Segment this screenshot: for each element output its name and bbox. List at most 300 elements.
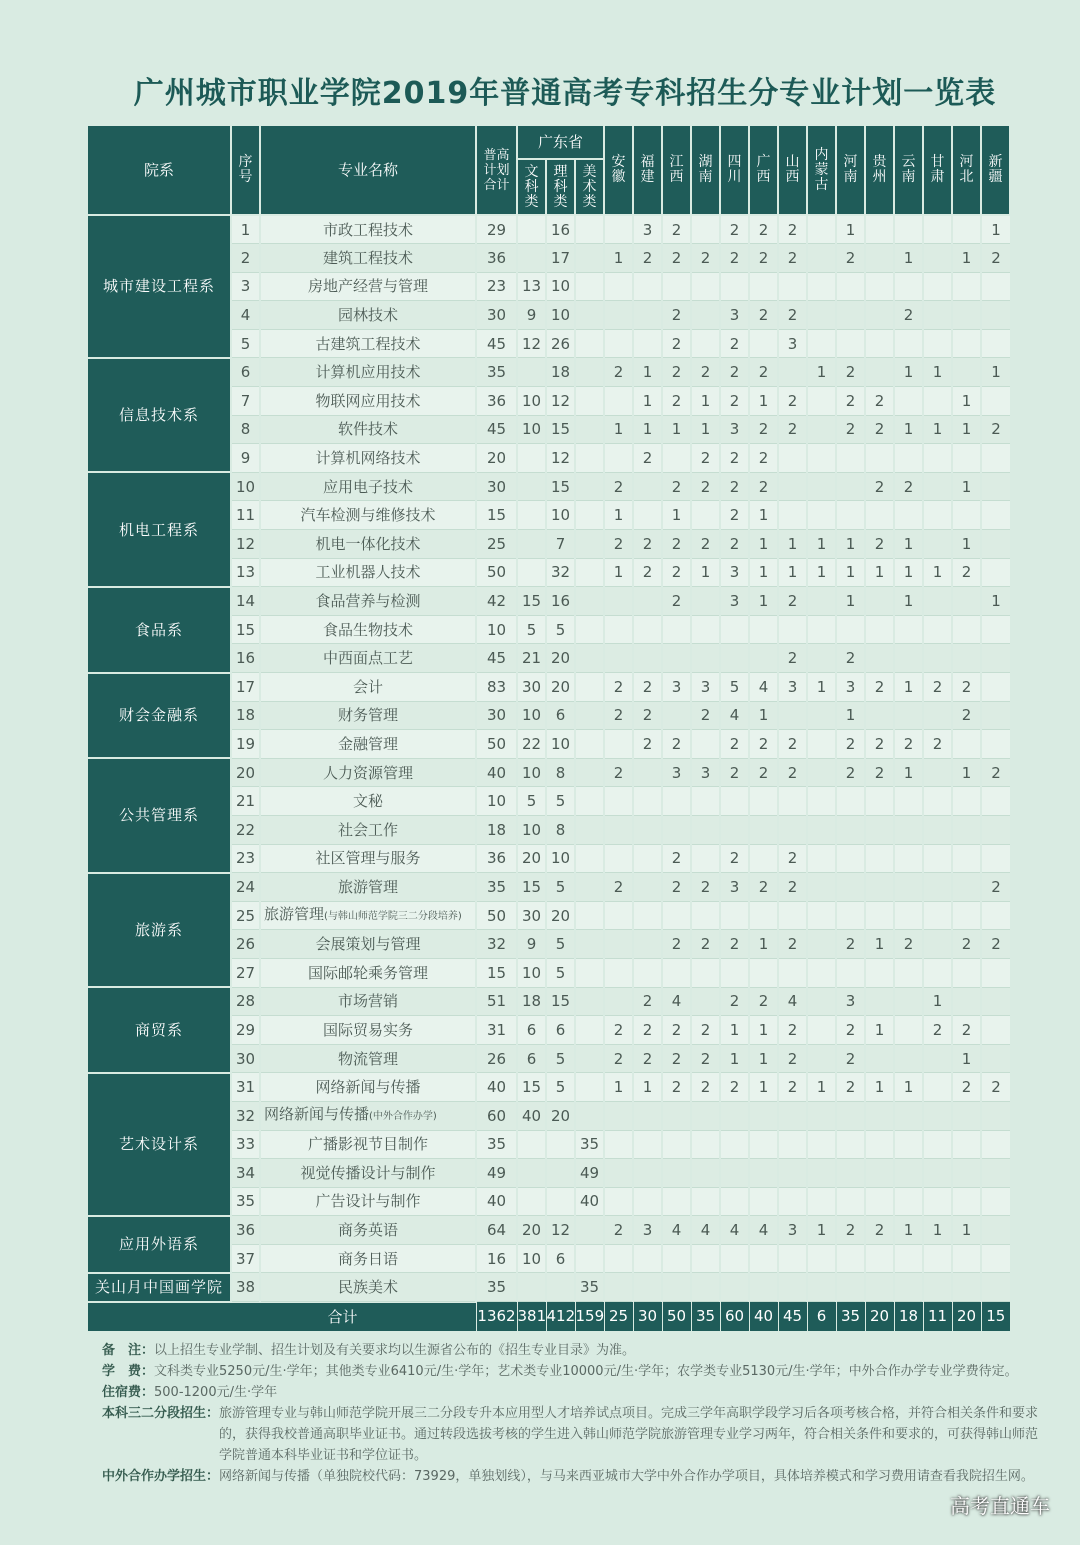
value-cell: 2 [720, 329, 749, 358]
major-name [260, 1073, 476, 1102]
value-cell: 2 [633, 987, 662, 1016]
major-label: 食品生物技术 [322, 620, 413, 639]
value-cell: 1 [604, 501, 633, 530]
value-cell: 32 [476, 930, 517, 959]
major-label: 市场营销 [337, 992, 398, 1011]
value-cell [952, 844, 981, 873]
note-text: 网络新闻与传播（单独院校代码：73929，单独划线），与马来西亚城市大学中外合作办学项目，具体培养模式和学习费用请查看我院招生网。 [219, 1469, 1034, 1484]
major-label: 文秘 [352, 792, 383, 811]
value-cell: 2 [604, 472, 633, 501]
value-cell: 1 [749, 701, 778, 730]
value-cell: 5 [546, 787, 575, 816]
value-cell: 1 [633, 415, 662, 444]
total-value: 35 [691, 1302, 720, 1331]
value-cell: 30 [476, 301, 517, 330]
value-cell: 10 [517, 958, 546, 987]
value-cell: 2 [778, 758, 807, 787]
row-number: 25 [231, 901, 260, 930]
value-cell: 2 [720, 444, 749, 473]
value-cell: 2 [836, 1216, 865, 1245]
value-cell: 1 [894, 587, 923, 616]
value-cell: 2 [604, 673, 633, 702]
value-cell [749, 615, 778, 644]
value-cell [720, 1130, 749, 1159]
dept-name: 公共管理系 [87, 758, 231, 872]
value-cell: 1 [633, 358, 662, 387]
value-cell [575, 1101, 604, 1130]
value-cell [720, 901, 749, 930]
value-cell: 1 [952, 472, 981, 501]
value-cell [923, 215, 952, 244]
major-label: 金融管理 [337, 734, 398, 753]
value-cell: 1 [749, 930, 778, 959]
value-cell [923, 444, 952, 473]
row-number: 30 [231, 1044, 260, 1073]
province-4-header [720, 125, 749, 215]
value-cell [546, 1187, 575, 1216]
value-cell: 42 [476, 587, 517, 616]
value-cell [604, 444, 633, 473]
value-cell: 15 [517, 873, 546, 902]
value-cell [604, 930, 633, 959]
value-cell: 6 [517, 1016, 546, 1045]
note-label: 中外合作办学招生： [102, 1469, 220, 1484]
value-cell: 40 [575, 1187, 604, 1216]
value-cell [604, 615, 633, 644]
value-cell [720, 787, 749, 816]
value-cell [517, 501, 546, 530]
value-cell: 2 [662, 1073, 691, 1102]
value-cell: 2 [778, 844, 807, 873]
value-cell [604, 730, 633, 759]
row-number: 5 [231, 329, 260, 358]
value-cell [778, 701, 807, 730]
value-cell: 2 [662, 587, 691, 616]
value-cell: 10 [546, 272, 575, 301]
major-label: 房地产经营与管理 [307, 277, 428, 296]
value-cell: 2 [720, 358, 749, 387]
value-cell [633, 758, 662, 787]
value-cell [807, 930, 836, 959]
value-cell: 2 [720, 472, 749, 501]
value-cell [836, 1244, 865, 1273]
value-cell: 60 [476, 1101, 517, 1130]
value-cell [981, 1159, 1010, 1188]
value-cell: 5 [720, 673, 749, 702]
value-cell [981, 901, 1010, 930]
value-cell [691, 501, 720, 530]
value-cell [662, 272, 691, 301]
value-cell: 45 [476, 415, 517, 444]
major-name [260, 815, 476, 844]
value-cell: 10 [546, 501, 575, 530]
value-cell: 1 [778, 530, 807, 559]
row-number: 1 [231, 215, 260, 244]
value-cell: 12 [517, 329, 546, 358]
total-value: 30 [633, 1302, 662, 1331]
dept-name: 艺术设计系 [87, 1073, 231, 1216]
value-cell [807, 1187, 836, 1216]
province-2-label: 江西 [669, 154, 684, 185]
value-cell: 22 [517, 730, 546, 759]
value-cell: 26 [476, 1044, 517, 1073]
province-3-header [691, 125, 720, 215]
value-cell: 10 [517, 701, 546, 730]
major-name [260, 844, 476, 873]
value-cell: 1 [749, 387, 778, 416]
value-cell: 1 [952, 530, 981, 559]
row-number: 14 [231, 587, 260, 616]
value-cell: 36 [476, 387, 517, 416]
value-cell [981, 501, 1010, 530]
value-cell [662, 1159, 691, 1188]
value-cell [575, 587, 604, 616]
value-cell [633, 844, 662, 873]
major-name [260, 1044, 476, 1073]
table-row [87, 1073, 1010, 1102]
value-cell [894, 1101, 923, 1130]
value-cell: 21 [517, 644, 546, 673]
value-cell: 2 [778, 244, 807, 273]
value-cell: 15 [476, 958, 517, 987]
value-cell [981, 387, 1010, 416]
value-cell: 17 [546, 244, 575, 273]
value-cell [575, 873, 604, 902]
row-number: 26 [231, 930, 260, 959]
value-cell [865, 1244, 894, 1273]
major-name [260, 901, 476, 930]
value-cell [981, 444, 1010, 473]
value-cell: 30 [517, 901, 546, 930]
value-cell: 2 [981, 873, 1010, 902]
value-cell: 1 [865, 1016, 894, 1045]
value-cell: 45 [476, 329, 517, 358]
value-cell [575, 673, 604, 702]
value-cell [575, 244, 604, 273]
value-cell: 23 [476, 272, 517, 301]
li-label: 理科类 [553, 163, 568, 210]
value-cell [662, 1244, 691, 1273]
value-cell [923, 1073, 952, 1102]
value-cell: 1 [604, 415, 633, 444]
value-cell: 16 [476, 1244, 517, 1273]
value-cell: 2 [749, 244, 778, 273]
major-label: 建筑工程技术 [322, 248, 413, 267]
major-label: 财务管理 [337, 706, 398, 725]
value-cell: 3 [778, 329, 807, 358]
value-cell [662, 1101, 691, 1130]
value-cell: 2 [604, 758, 633, 787]
major-label: 食品营养与检测 [315, 592, 421, 611]
value-cell [923, 644, 952, 673]
value-cell [894, 987, 923, 1016]
value-cell [604, 1159, 633, 1188]
value-cell: 9 [517, 301, 546, 330]
value-cell: 12 [546, 1216, 575, 1245]
value-cell: 1 [633, 387, 662, 416]
note-row [102, 1382, 1042, 1403]
value-cell [894, 787, 923, 816]
value-cell: 2 [662, 358, 691, 387]
row-number: 31 [231, 1073, 260, 1102]
value-cell: 2 [662, 329, 691, 358]
value-cell: 2 [865, 387, 894, 416]
value-cell [894, 1273, 923, 1302]
value-cell [604, 1273, 633, 1302]
value-cell [836, 1101, 865, 1130]
value-cell: 1 [981, 215, 1010, 244]
value-cell [633, 1130, 662, 1159]
value-cell [662, 701, 691, 730]
value-cell [575, 444, 604, 473]
province-11-label: 甘肃 [930, 154, 945, 185]
value-cell: 2 [662, 873, 691, 902]
major-name [260, 272, 476, 301]
major-name [260, 730, 476, 759]
value-cell: 2 [604, 530, 633, 559]
value-cell [575, 787, 604, 816]
value-cell [923, 1187, 952, 1216]
value-cell: 1 [923, 558, 952, 587]
value-cell: 15 [546, 472, 575, 501]
value-cell [575, 530, 604, 559]
value-cell: 4 [662, 1216, 691, 1245]
value-cell: 3 [633, 1216, 662, 1245]
value-cell: 5 [517, 615, 546, 644]
value-cell [691, 644, 720, 673]
total-value: 25 [604, 1302, 633, 1331]
value-cell [662, 1187, 691, 1216]
value-cell: 40 [476, 758, 517, 787]
value-cell [894, 844, 923, 873]
value-cell [836, 844, 865, 873]
value-cell: 7 [546, 530, 575, 559]
value-cell [981, 1044, 1010, 1073]
value-cell: 2 [778, 1016, 807, 1045]
major-name [260, 415, 476, 444]
value-cell: 2 [662, 244, 691, 273]
row-number: 38 [231, 1273, 260, 1302]
value-cell [923, 1244, 952, 1273]
value-cell: 2 [749, 358, 778, 387]
province-13-label: 新疆 [988, 154, 1003, 185]
major-name [260, 530, 476, 559]
value-cell: 1 [836, 215, 865, 244]
value-cell [575, 472, 604, 501]
value-cell: 1 [662, 415, 691, 444]
dept-name: 机电工程系 [87, 472, 231, 586]
value-cell [836, 873, 865, 902]
row-number: 9 [231, 444, 260, 473]
value-cell [749, 1187, 778, 1216]
value-cell: 1 [865, 1073, 894, 1102]
major-label: 国际贸易实务 [322, 1020, 413, 1039]
value-cell [981, 1016, 1010, 1045]
value-cell: 2 [836, 244, 865, 273]
value-cell: 3 [778, 673, 807, 702]
value-cell: 2 [894, 930, 923, 959]
value-cell: 1 [604, 558, 633, 587]
value-cell: 2 [865, 730, 894, 759]
row-number: 3 [231, 272, 260, 301]
value-cell: 20 [517, 1216, 546, 1245]
value-cell [517, 358, 546, 387]
table-row [87, 587, 1010, 616]
value-cell: 2 [662, 530, 691, 559]
value-cell: 15 [546, 415, 575, 444]
table-row [87, 987, 1010, 1016]
major-name [260, 1016, 476, 1045]
value-cell: 35 [476, 873, 517, 902]
value-cell: 2 [720, 930, 749, 959]
note-text: 文科类专业5250元/生·学年；其他类专业6410元/生·学年；艺术类专业10000元/生·学年；农学类专业5130元/生·学年；中外合作办学专业学费待定。 [154, 1364, 1018, 1379]
value-cell [575, 329, 604, 358]
value-cell [865, 444, 894, 473]
value-cell: 2 [662, 930, 691, 959]
major-name [260, 1273, 476, 1302]
province-5-header [749, 125, 778, 215]
value-cell: 12 [546, 387, 575, 416]
value-cell [662, 787, 691, 816]
value-cell: 40 [517, 1101, 546, 1130]
value-cell [981, 1244, 1010, 1273]
total-value: 35 [836, 1302, 865, 1331]
major-name [260, 501, 476, 530]
value-cell: 2 [836, 415, 865, 444]
value-cell: 1 [923, 1216, 952, 1245]
value-cell: 3 [836, 673, 865, 702]
value-cell: 2 [633, 730, 662, 759]
value-cell: 1 [952, 415, 981, 444]
value-cell [778, 501, 807, 530]
value-cell [662, 958, 691, 987]
value-cell [633, 501, 662, 530]
value-cell [575, 558, 604, 587]
value-cell [807, 730, 836, 759]
value-cell [517, 1273, 546, 1302]
row-number: 24 [231, 873, 260, 902]
province-9-header [865, 125, 894, 215]
total-value: 20 [952, 1302, 981, 1331]
value-cell: 2 [604, 358, 633, 387]
value-cell [894, 329, 923, 358]
value-cell [836, 1159, 865, 1188]
value-cell: 35 [476, 1273, 517, 1302]
major-label: 市政工程技术 [322, 220, 413, 239]
value-cell: 40 [476, 1073, 517, 1102]
value-cell [517, 1130, 546, 1159]
province-1-label: 福建 [640, 154, 655, 185]
value-cell [778, 787, 807, 816]
major-name [260, 301, 476, 330]
value-cell: 5 [546, 1073, 575, 1102]
value-cell [691, 787, 720, 816]
value-cell [952, 1101, 981, 1130]
value-cell [720, 1159, 749, 1188]
value-cell [691, 987, 720, 1016]
value-cell [981, 558, 1010, 587]
dept-name: 应用外语系 [87, 1216, 231, 1273]
value-cell [604, 387, 633, 416]
value-cell: 1 [836, 701, 865, 730]
value-cell [691, 901, 720, 930]
value-cell: 13 [517, 272, 546, 301]
value-cell [981, 1273, 1010, 1302]
value-cell [894, 1159, 923, 1188]
value-cell [662, 615, 691, 644]
dept-name: 食品系 [87, 587, 231, 673]
value-cell [778, 958, 807, 987]
value-cell: 1 [807, 1216, 836, 1245]
value-cell [923, 301, 952, 330]
value-cell: 2 [836, 644, 865, 673]
value-cell: 20 [517, 844, 546, 873]
value-cell [778, 815, 807, 844]
value-cell [604, 1244, 633, 1273]
province-0-label: 安徽 [611, 154, 626, 185]
province-0-header [604, 125, 633, 215]
row-number: 13 [231, 558, 260, 587]
value-cell: 2 [836, 358, 865, 387]
value-cell [807, 1044, 836, 1073]
value-cell [691, 844, 720, 873]
value-cell: 4 [662, 987, 691, 1016]
value-cell: 1 [894, 1073, 923, 1102]
value-cell: 20 [546, 673, 575, 702]
major-label: 旅游管理 [337, 877, 398, 896]
value-cell: 1 [807, 358, 836, 387]
value-cell [923, 501, 952, 530]
value-cell [865, 701, 894, 730]
value-cell: 5 [546, 615, 575, 644]
value-cell: 4 [749, 673, 778, 702]
value-cell [865, 787, 894, 816]
value-cell: 8 [546, 815, 575, 844]
li-header [546, 159, 575, 215]
value-cell: 2 [836, 1016, 865, 1045]
value-cell: 2 [749, 415, 778, 444]
value-cell: 2 [662, 1016, 691, 1045]
value-cell [923, 387, 952, 416]
major-label: 机电一体化技术 [315, 534, 421, 553]
value-cell [894, 901, 923, 930]
value-cell: 18 [517, 987, 546, 1016]
value-cell [981, 301, 1010, 330]
major-name [260, 244, 476, 273]
province-5-label: 广西 [756, 154, 771, 185]
value-cell: 4 [749, 1216, 778, 1245]
value-cell [836, 615, 865, 644]
province-8-label: 河南 [843, 154, 858, 185]
value-cell: 3 [662, 758, 691, 787]
row-number: 32 [231, 1101, 260, 1130]
note-label: 学 费： [102, 1364, 155, 1379]
value-cell [691, 1244, 720, 1273]
value-cell [952, 787, 981, 816]
value-cell: 2 [981, 244, 1010, 273]
value-cell [807, 587, 836, 616]
value-cell: 2 [691, 1044, 720, 1073]
value-cell: 2 [865, 530, 894, 559]
total-value: 20 [865, 1302, 894, 1331]
value-cell [633, 873, 662, 902]
value-cell: 2 [662, 301, 691, 330]
total-header [476, 125, 517, 215]
value-cell [836, 787, 865, 816]
value-cell [749, 1130, 778, 1159]
value-cell: 2 [923, 673, 952, 702]
value-cell [807, 215, 836, 244]
